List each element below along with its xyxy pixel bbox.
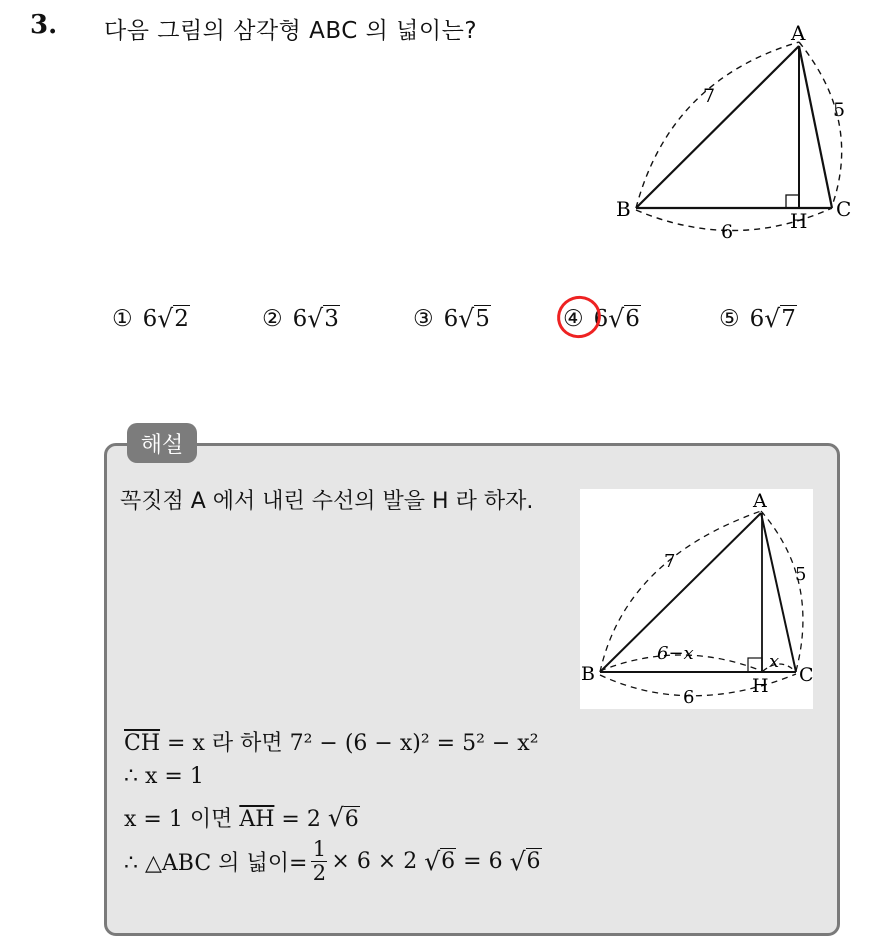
explanation-figure-panel: [580, 489, 813, 709]
choice-radicand: 5: [475, 305, 490, 332]
sqrt-icon: √: [157, 304, 174, 333]
sqrt-icon: √: [458, 304, 475, 333]
explanation-tag: 해설: [127, 423, 197, 463]
length-ab: 7: [664, 551, 676, 572]
choice-number: ①: [112, 305, 133, 332]
choice-5[interactable]: [719, 304, 797, 333]
choice-number: ②: [262, 305, 283, 332]
choice-coef: 6: [142, 305, 158, 332]
choice-1[interactable]: [112, 304, 190, 333]
length-hc: x: [769, 651, 780, 672]
side-ac: [761, 513, 796, 672]
choice-number: ④: [563, 305, 584, 332]
product-text: × 6 × 2: [331, 849, 418, 875]
fraction: [311, 838, 327, 885]
sqrt-icon: √: [608, 304, 625, 333]
label-a: A: [753, 490, 767, 512]
fraction-numerator: 1: [312, 837, 327, 861]
choice-coef: 6: [749, 305, 765, 332]
choice-radicand: 6: [625, 305, 640, 332]
solution-line-3: [124, 802, 360, 833]
label-b: B: [581, 663, 595, 685]
choice-coef: 6: [443, 305, 459, 332]
label-c: C: [836, 197, 852, 221]
solution-line-2: ∴ x = 1: [124, 764, 204, 789]
right-angle-mark: [748, 658, 762, 672]
choice-3[interactable]: [413, 304, 491, 333]
sqrt-icon: √: [307, 304, 324, 333]
segment-ch: $\overline{CH}$: [124, 731, 161, 756]
label-h: H: [790, 209, 808, 233]
choice-radicand: 3: [324, 305, 339, 332]
length-bc: 6: [683, 687, 695, 708]
segment-ah: $\overline{AH}$: [239, 807, 275, 832]
arc-ac: [761, 511, 803, 671]
sqrt-icon: √: [327, 803, 344, 832]
question-number: 3.: [30, 10, 58, 40]
length-bc: 6: [721, 221, 734, 243]
equals-text: = 2: [274, 807, 321, 832]
choice-2[interactable]: [262, 304, 340, 333]
choice-number: ③: [413, 305, 434, 332]
question-text: 다음 그림의 삼각형 ABC 의 넓이는?: [104, 18, 478, 44]
triangle-figure: [600, 20, 860, 250]
selected-answer-circle-icon: [552, 290, 607, 344]
solution-line-1: [124, 726, 539, 757]
fraction-denominator: 2: [312, 861, 327, 886]
choice-coef: 6: [292, 305, 308, 332]
area-label: ∴ △ABC 의 넓이=: [124, 851, 308, 877]
choice-coef: 6: [593, 305, 609, 332]
solution-line-4: [124, 838, 542, 885]
explanation-intro: 꼭짓점 A 에서 내린 수선의 발을 H 라 하자.: [120, 489, 534, 514]
label-h: H: [752, 675, 769, 697]
right-angle-mark: [786, 195, 799, 208]
length-ac: 5: [795, 564, 807, 585]
radicand-2: 6: [526, 849, 541, 875]
choice-number: ⑤: [719, 305, 740, 332]
side-ac: [799, 46, 832, 208]
choice-4[interactable]: [563, 304, 641, 333]
explanation-triangle-figure: [580, 489, 813, 709]
arc-ac: [799, 42, 842, 206]
length-ac: 5: [833, 99, 846, 121]
radicand-1: 6: [441, 849, 456, 875]
side-ab: [636, 46, 799, 208]
label-a: A: [791, 21, 806, 45]
length-ab: 7: [703, 85, 716, 107]
sqrt-icon: √: [424, 847, 441, 877]
choice-radicand: 7: [781, 305, 796, 332]
radicand: 6: [344, 807, 359, 832]
sqrt-icon: √: [764, 304, 781, 333]
label-b: B: [616, 197, 631, 221]
length-bh: 6−x: [657, 643, 694, 664]
answer-choices: [112, 304, 832, 348]
choice-radicand: 2: [174, 305, 189, 332]
condition-text: x = 1 이면: [124, 807, 240, 832]
equation-1: = x 라 하면 7² − (6 − x)² = 5² − x²: [167, 731, 539, 756]
sqrt-icon: √: [509, 847, 526, 877]
label-c: C: [799, 664, 813, 686]
result-text: = 6: [456, 849, 503, 875]
